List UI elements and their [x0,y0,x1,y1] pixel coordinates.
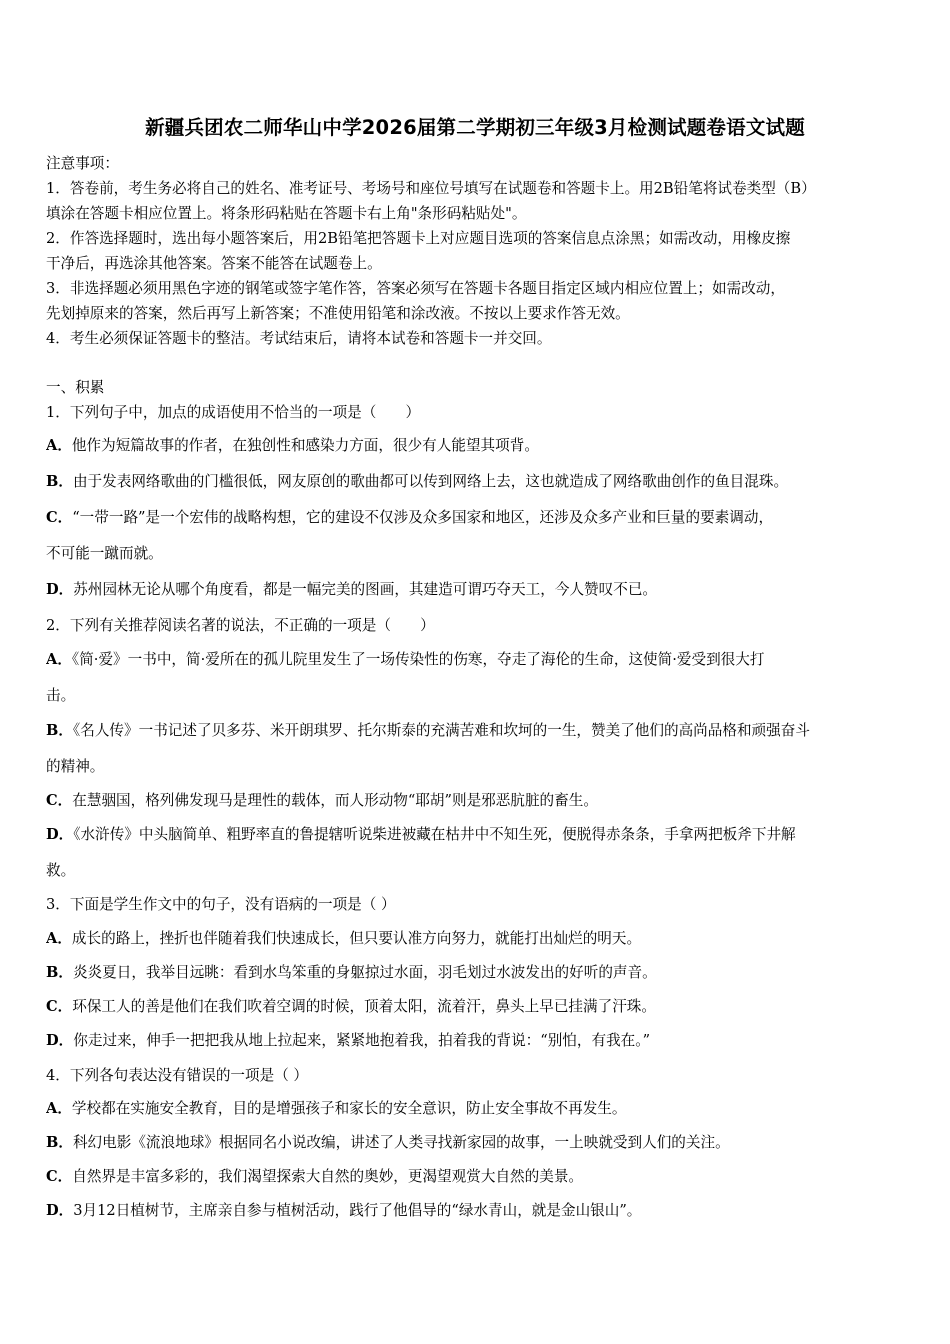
option-text: 成长的路上，挫折也伴随着我们快速成长，但只要认准方向努力，就能打出灿烂的明天。 [71,930,642,947]
notice-line: 干净后，再选涂其他答案。答案不能答在试题卷上。 [46,255,382,272]
option-label: A． [46,437,72,454]
option-text: 自然界是丰富多彩的，我们渴望探索大自然的奥妙，更渴望观赏大自然的美景。 [72,1168,584,1185]
option-label: B． [46,1134,73,1151]
option-d [46,578,908,599]
option-label: A． [46,930,72,947]
option-b [46,719,908,740]
option-continuation: 击。 [46,687,76,704]
option-text: 他作为短篇故事的作者，在独创性和感染力方面，很少有人能望其项背。 [71,437,539,454]
option-text: 炎炎夏日，我举目远眺：看到水鸟笨重的身躯掠过水面，羽毛划过水波发出的好听的声音。 [72,964,657,981]
option-c [46,789,908,810]
option-label: D． [46,581,74,598]
option-continuation: 不可能一蹴而就。 [46,545,163,562]
option-text: 环保工人的善是他们在我们吹着空调的时候，顶着太阳，流着汗，鼻头上早已挂满了汗珠。 [72,998,656,1015]
option-a [46,1097,908,1118]
question-stem: 3．下面是学生作文中的句子，没有语病的一项是（ ） [46,896,396,913]
option-label: B． [46,473,73,490]
option-d [46,1029,908,1050]
notice-heading: 注意事项： [46,155,119,172]
section-heading: 一、积累 [46,379,105,396]
option-text: 《简·爱》一书中，简·爱所在的孤儿院里发生了一场传染性的伤寒，夺走了海伦的生命，这使简·爱受到很大打 [71,651,765,668]
option-d [46,1199,908,1220]
option-text: 在慧骃国，格列佛发现马是理性的载体，而人形动物“耶胡”则是邪恶肮脏的畜生。 [72,792,598,809]
option-text: 你走过来，伸手一把把我从地上拉起来，紧紧地抱着我，拍着我的背说：“别怕，有我在。” [73,1032,651,1049]
option-text: 由于发表网络歌曲的门槛很低，网友原创的歌曲都可以传到网络上去，这也就造成了网络歌曲创作的鱼目混珠。 [72,473,789,490]
notice-line: 4．考生必须保证答题卡的整洁。考试结束后，请将本试卷和答题卡一并交回。 [46,330,552,347]
option-text: 《名人传》一书记述了贝多芬、米开朗琪罗、托尔斯泰的充满苦难和坎坷的一生，赞美了他们的高尚品格和顽强奋斗 [72,722,810,739]
option-d [46,823,908,844]
notice-line: 1．答卷前，考生务必将自己的姓名、准考证号、考场号和座位号填写在试题卷和答题卡上。用2B铅笔将试卷类型（B） [46,180,816,197]
option-text: “一带一路”是一个宏伟的战略构想，它的建设不仅涉及众多国家和地区，还涉及众多产业和巨量的要素调动， [72,509,774,526]
option-a [46,927,908,948]
option-label: B． [46,964,73,981]
question-stem: 1．下列句子中，加点的成语使用不恰当的一项是（ ） [46,404,421,421]
option-label: A． [46,651,72,668]
option-text: 科幻电影《流浪地球》根据同名小说改编，讲述了人类寻找新家园的故事，一上映就受到人们的关注。 [72,1134,730,1151]
option-b [46,1131,908,1152]
option-b [46,961,908,982]
option-label: D． [46,1202,74,1219]
option-label: D． [46,1032,74,1049]
notice-line: 先划掉原来的答案，然后再写上新答案；不准使用铅笔和涂改液。不按以上要求作答无效。 [46,305,630,322]
notice-line: 2．作答选择题时，选出每小题答案后，用2B铅笔把答题卡上对应题目选项的答案信息点涂黑；如需改动，用橡皮擦 [46,230,791,247]
option-label: C． [46,1168,73,1185]
question-stem: 2．下列有关推荐阅读名著的说法，不正确的一项是（ ） [46,617,435,634]
option-label: C． [46,998,73,1015]
option-label: B． [46,722,73,739]
option-c [46,995,908,1016]
option-a [46,434,908,455]
page-title: 新疆兵团农二师华山中学2026届第二学期初三年级3月检测试题卷语文试题 [145,116,805,139]
option-text: 学校都在实施安全教育，目的是增强孩子和家长的安全意识，防止安全事故不再发生。 [71,1100,627,1117]
option-continuation: 救。 [46,862,76,879]
question-stem: 4．下列各句表达没有错误的一项是（ ） [46,1067,309,1084]
option-c [46,506,908,527]
option-continuation: 的精神。 [46,758,105,775]
option-b [46,470,908,491]
notice-line: 填涂在答题卡相应位置上。将条形码粘贴在答题卡右上角"条形码粘贴处"。 [46,205,527,222]
option-text: 3月12日植树节，主席亲自参与植树活动，践行了他倡导的“绿水青山，就是金山银山”。 [73,1202,642,1219]
option-text: 《水浒传》中头脑简单、粗野率直的鲁提辖听说柴进被藏在枯井中不知生死，便脱得赤条条，手拿两把板斧下井解 [73,826,796,843]
option-a [46,648,908,669]
option-label: A． [46,1100,72,1117]
option-c [46,1165,908,1186]
option-label: D． [46,826,74,843]
notice-line: 3．非选择题必须用黑色字迹的钢笔或签字笔作答，答案必须写在答题卡各题目指定区域内相应位置上；如需改动， [46,280,785,297]
option-label: C． [46,509,73,526]
option-label: C． [46,792,73,809]
option-text: 苏州园林无论从哪个角度看，都是一幅完美的图画，其建造可谓巧夺天工，今人赞叹不已。 [73,581,658,598]
